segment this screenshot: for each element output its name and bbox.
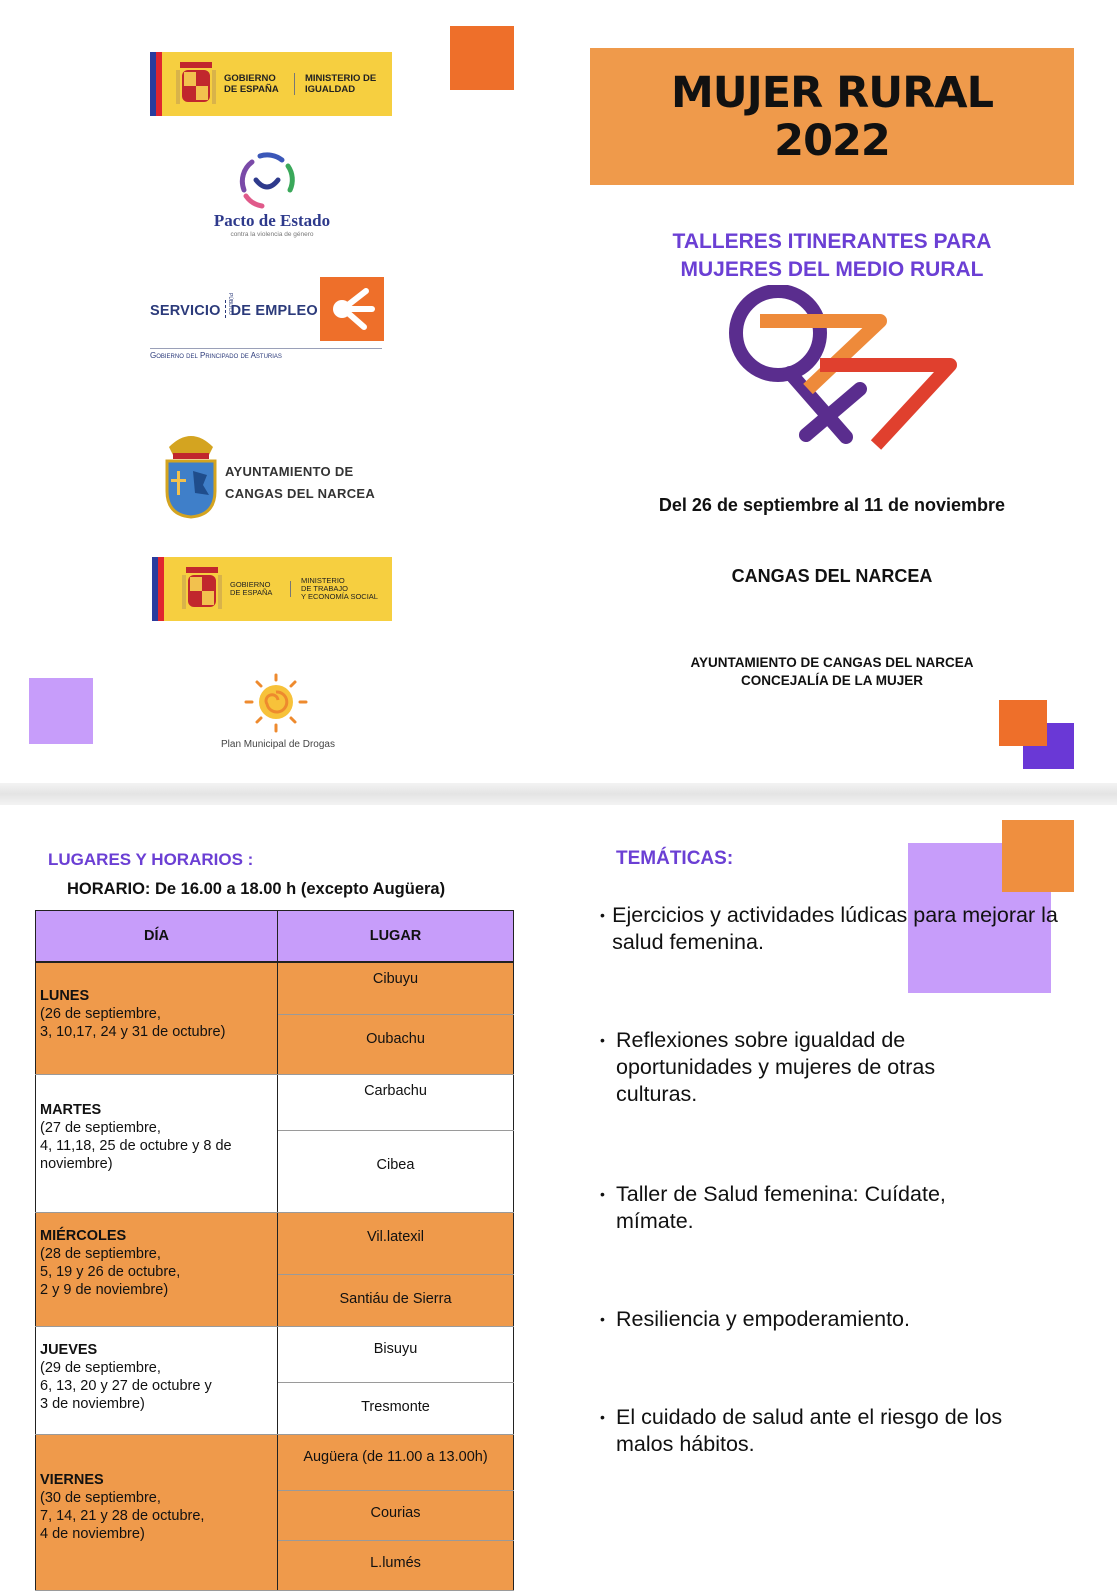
place-cell: Bisuyu — [278, 1327, 514, 1383]
bullet-icon: • — [600, 907, 605, 923]
day-dates: (26 de septiembre, 3, 10,17, 24 y 31 de octubre) — [40, 1006, 226, 1040]
decor-square-orange-bottom — [1002, 820, 1074, 892]
table-row — [36, 1213, 514, 1275]
drogas-label: Plan Municipal de Drogas — [221, 739, 335, 750]
table-row — [36, 1327, 514, 1383]
place-cell: Courias — [278, 1491, 514, 1541]
ministry-label: MINISTERIO DE IGUALDAD — [305, 73, 377, 95]
event-dates: Del 26 de septiembre al 11 de noviembre — [658, 495, 1006, 515]
col-header-place: LUGAR — [278, 911, 514, 963]
decor-square-lilac-left — [29, 678, 93, 744]
logo-gobierno-igualdad — [150, 52, 392, 116]
page-separator — [0, 783, 1117, 805]
logo-gobierno-trabajo — [152, 557, 392, 621]
schedule-hours: HORARIO: De 16.00 a 18.00 h (excepto Augüera) — [67, 880, 446, 898]
list-item: • El cuidado de salud ante el riesgo de los malos hábitos. — [600, 1405, 1003, 1456]
bullet-icon: • — [600, 1409, 605, 1425]
empleo-subtitle: Gobierno del Principado de Asturias — [150, 351, 282, 360]
list-item: • Resiliencia y empoderamiento. — [600, 1307, 910, 1331]
sun-icon — [240, 672, 312, 734]
coat-of-arms-icon — [174, 58, 218, 110]
day-name: LUNES — [40, 988, 90, 1004]
cangas-coat-of-arms-icon — [163, 425, 219, 521]
main-year: 2022 — [774, 115, 890, 166]
pacto-estado-icon — [232, 150, 302, 212]
day-cell — [36, 962, 278, 1075]
list-item: • Taller de Salud femenina: Cuídate, mímate. — [600, 1182, 946, 1233]
list-item: • Ejercicios y actividades lúdicas para mejorar la salud femenina. — [600, 903, 1058, 954]
place-cell: Vil.latexil — [278, 1213, 514, 1275]
organizer: AYUNTAMIENTO DE CANGAS DEL NARCEA CONCEJALÍA DE LA MUJER — [690, 655, 974, 688]
empleo-symbol-icon — [320, 277, 384, 341]
place-cell: Tresmonte — [278, 1383, 514, 1435]
tematicas-title: TEMÁTICAS: — [616, 848, 734, 869]
table-row — [36, 1075, 514, 1131]
bullet-icon: • — [600, 1032, 605, 1048]
day-dates: (28 de septiembre, 5, 19 y 26 de octubre, 2 y 9 de noviembre) — [40, 1246, 181, 1298]
table-header-row — [36, 911, 514, 963]
day-name: MARTES — [40, 1102, 102, 1118]
empleo-divider — [150, 348, 382, 349]
bullet-icon: • — [600, 1311, 605, 1327]
table-row — [36, 962, 514, 1015]
place-cell: L.lumés — [278, 1541, 514, 1591]
place-cell: Cibea — [278, 1131, 514, 1213]
schedule-table — [35, 910, 514, 1591]
day-cell — [36, 1435, 278, 1591]
place-cell: Oubachu — [278, 1015, 514, 1075]
logo-servicio-empleo — [150, 277, 385, 367]
pacto-title: Pacto de Estado — [213, 211, 331, 230]
main-title: MUJER RURAL — [671, 67, 993, 118]
gov-label: GOBIERNO DE ESPAÑA — [224, 73, 295, 95]
day-name: VIERNES — [40, 1472, 104, 1488]
day-name: JUEVES — [40, 1342, 98, 1358]
day-dates: (27 de septiembre, 4, 11,18, 25 de octubre y 8 de noviembre) — [40, 1120, 232, 1172]
title-box — [590, 48, 1074, 185]
women-rural-symbol-icon — [700, 285, 970, 455]
day-dates: (30 de septiembre, 7, 14, 21 y 28 de octubre, 4 de noviembre) — [40, 1490, 205, 1542]
ayto-logo-text: AYUNTAMIENTO DE CANGAS DEL NARCEA — [225, 464, 376, 501]
col-header-day: DÍA — [36, 911, 278, 963]
pacto-subtitle: contra la violencia de género — [230, 231, 314, 238]
subtitle: TALLERES ITINERANTES PARA MUJERES DEL MEDIO RURAL — [672, 230, 992, 281]
coat-of-arms-icon — [180, 563, 224, 615]
event-place: CANGAS DEL NARCEA — [731, 566, 933, 586]
day-dates: (29 de septiembre, 6, 13, 20 y 27 de octubre y 3 de noviembre) — [40, 1360, 212, 1412]
gov-label: GOBIERNO DE ESPAÑA — [230, 581, 291, 597]
day-cell — [36, 1075, 278, 1213]
empleo-public-label: PÚBLICO — [227, 293, 233, 315]
empleo-title: SERVICIO DE EMPLEO — [150, 300, 318, 319]
decor-square-orange-top — [450, 26, 514, 90]
place-cell: Carbachu — [278, 1075, 514, 1131]
list-item: • Reflexiones sobre igualdad de oportunidades y mujeres de otras culturas. — [600, 1028, 936, 1106]
place-cell: Santiáu de Sierra — [278, 1275, 514, 1327]
decor-square-orange-right-front — [999, 700, 1047, 746]
schedule-title: LUGARES Y HORARIOS : — [48, 850, 254, 869]
day-name: MIÉRCOLES — [40, 1228, 127, 1244]
bullet-icon: • — [600, 1186, 605, 1202]
place-cell: Augüera (de 11.00 a 13.00h) — [278, 1435, 514, 1491]
table-row — [36, 1435, 514, 1491]
day-cell — [36, 1213, 278, 1327]
day-cell — [36, 1327, 278, 1435]
ministry-trabajo-label: MINISTERIO DE TRABAJO Y ECONOMÍA SOCIAL — [301, 576, 378, 601]
place-cell: Cibuyu — [278, 962, 514, 1015]
